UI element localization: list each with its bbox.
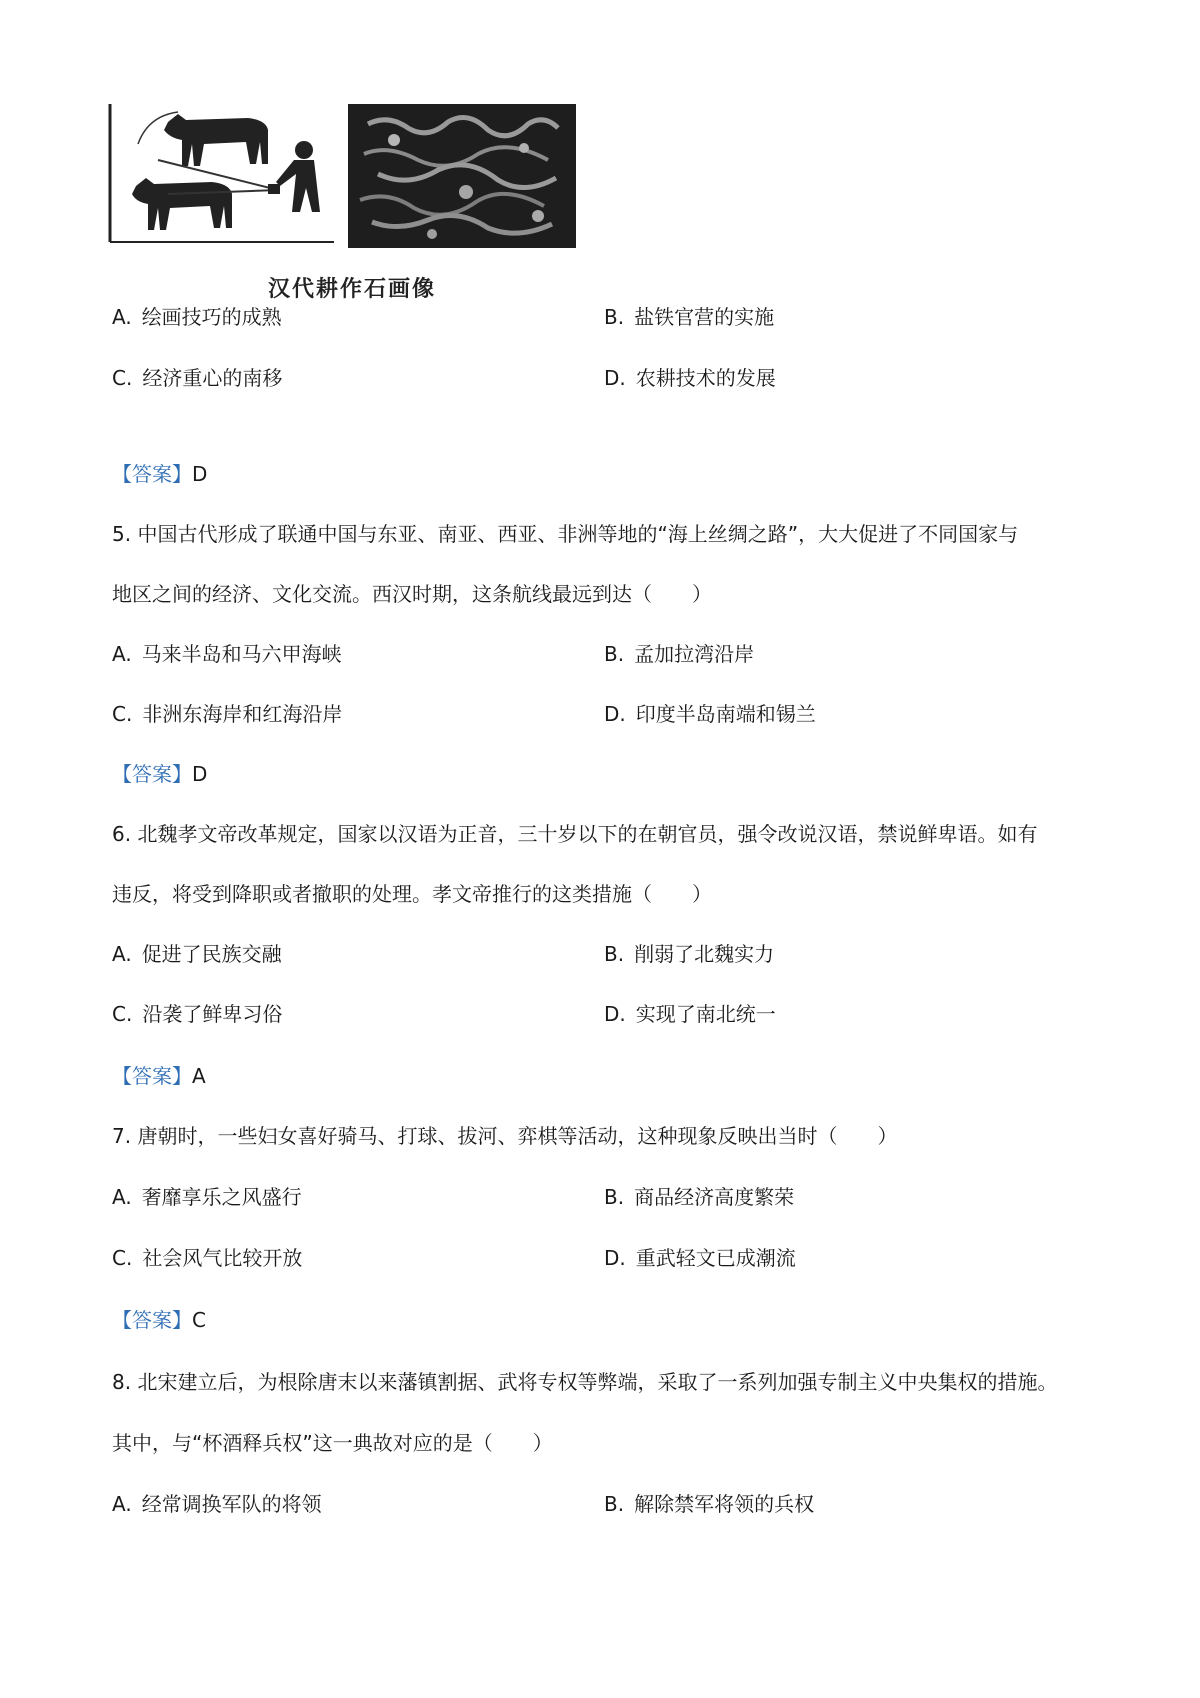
option-letter: B. bbox=[604, 305, 625, 329]
q7-option-b bbox=[604, 1183, 794, 1211]
q6-option-a bbox=[112, 940, 282, 968]
q4-answer bbox=[112, 460, 207, 488]
q8-option-a bbox=[112, 1490, 322, 1518]
q4-option-b bbox=[604, 303, 774, 331]
q5-option-d bbox=[604, 700, 816, 728]
farming-scene-relief-image bbox=[348, 104, 576, 264]
option-letter: C. bbox=[112, 1002, 133, 1026]
q6-stem-line1: 6. 北魏孝文帝改革规定，国家以汉语为正音，三十岁以下的在朝官员，强令改说汉语，禁说鲜卑语。如有 bbox=[112, 822, 1038, 846]
option-letter: A. bbox=[112, 1492, 132, 1516]
option-text: 奢靡享乐之风盛行 bbox=[141, 1185, 302, 1209]
option-text: 重武轻文已成潮流 bbox=[635, 1246, 796, 1270]
option-letter: B. bbox=[604, 642, 625, 666]
q7-option-d bbox=[604, 1244, 796, 1272]
q8-stem-line2: 其中，与“杯酒释兵权”这一典故对应的是（ ） bbox=[112, 1431, 553, 1455]
q7-option-a bbox=[112, 1183, 302, 1211]
option-letter: C. bbox=[112, 366, 133, 390]
q4-option-d bbox=[604, 364, 776, 392]
ox-plowing-relief-image bbox=[108, 104, 336, 264]
option-text: 实现了南北统一 bbox=[635, 1002, 776, 1026]
option-text: 经常调换军队的将领 bbox=[141, 1492, 322, 1516]
q5-option-c bbox=[112, 700, 342, 728]
q6-stem-line2: 违反，将受到降职或者撤职的处理。孝文帝推行的这类措施（ ） bbox=[112, 882, 712, 906]
option-letter: D. bbox=[604, 702, 626, 726]
q6-option-b bbox=[604, 940, 774, 968]
option-text: 解除禁军将领的兵权 bbox=[634, 1492, 815, 1516]
option-letter: D. bbox=[604, 1002, 626, 1026]
q7-option-c bbox=[112, 1244, 302, 1272]
option-letter: A. bbox=[112, 305, 132, 329]
figure-caption: 汉代耕作石画像 bbox=[268, 276, 437, 302]
option-letter: A. bbox=[112, 942, 132, 966]
q6-option-d bbox=[604, 1000, 776, 1028]
q5-option-a bbox=[112, 640, 342, 668]
option-letter: A. bbox=[112, 1185, 132, 1209]
option-letter: B. bbox=[604, 1185, 625, 1209]
answer-label: 【答案】 bbox=[112, 1308, 192, 1332]
answer-value: C bbox=[192, 1308, 206, 1332]
option-text: 削弱了北魏实力 bbox=[634, 942, 775, 966]
option-text: 促进了民族交融 bbox=[141, 942, 282, 966]
option-text: 商品经济高度繁荣 bbox=[634, 1185, 795, 1209]
answer-label: 【答案】 bbox=[112, 462, 192, 486]
q8-option-b bbox=[604, 1490, 814, 1518]
q5-option-b bbox=[604, 640, 754, 668]
option-letter: D. bbox=[604, 366, 626, 390]
q5-stem-line2: 地区之间的经济、文化交流。西汉时期，这条航线最远到达（ ） bbox=[112, 582, 712, 606]
q7-answer bbox=[112, 1306, 206, 1334]
option-text: 马来半岛和马六甲海峡 bbox=[141, 642, 342, 666]
q6-answer bbox=[112, 1062, 206, 1090]
q4-option-c bbox=[112, 364, 282, 392]
option-text: 非洲东海岸和红海沿岸 bbox=[142, 702, 343, 726]
q8-stem-line1: 8. 北宋建立后，为根除唐末以来藩镇割据、武将专权等弊端，采取了一系列加强专制主义中央集权的措施。 bbox=[112, 1370, 1058, 1394]
option-text: 经济重心的南移 bbox=[142, 366, 283, 390]
option-letter: B. bbox=[604, 1492, 625, 1516]
option-text: 社会风气比较开放 bbox=[142, 1246, 303, 1270]
q6-option-c bbox=[112, 1000, 282, 1028]
q4-option-a bbox=[112, 303, 282, 331]
answer-label: 【答案】 bbox=[112, 762, 192, 786]
option-letter: D. bbox=[604, 1246, 626, 1270]
q5-stem-line1: 5. 中国古代形成了联通中国与东亚、南亚、西亚、非洲等地的“海上丝绸之路”，大大促进了不同国家与 bbox=[112, 522, 1019, 546]
relief-figure bbox=[108, 104, 608, 304]
answer-value: A bbox=[192, 1064, 206, 1088]
q5-answer bbox=[112, 760, 207, 788]
option-text: 印度半岛南端和锡兰 bbox=[635, 702, 816, 726]
option-text: 孟加拉湾沿岸 bbox=[634, 642, 755, 666]
option-letter: C. bbox=[112, 1246, 133, 1270]
option-text: 农耕技术的发展 bbox=[635, 366, 776, 390]
answer-value: D bbox=[192, 462, 208, 486]
option-text: 沿袭了鲜卑习俗 bbox=[142, 1002, 283, 1026]
q7-stem-line1: 7. 唐朝时，一些妇女喜好骑马、打球、拔河、弈棋等活动，这种现象反映出当时（ ） bbox=[112, 1124, 898, 1148]
option-letter: B. bbox=[604, 942, 625, 966]
option-text: 盐铁官营的实施 bbox=[634, 305, 775, 329]
answer-value: D bbox=[192, 762, 208, 786]
answer-label: 【答案】 bbox=[112, 1064, 192, 1088]
option-letter: C. bbox=[112, 702, 133, 726]
option-text: 绘画技巧的成熟 bbox=[141, 305, 282, 329]
option-letter: A. bbox=[112, 642, 132, 666]
